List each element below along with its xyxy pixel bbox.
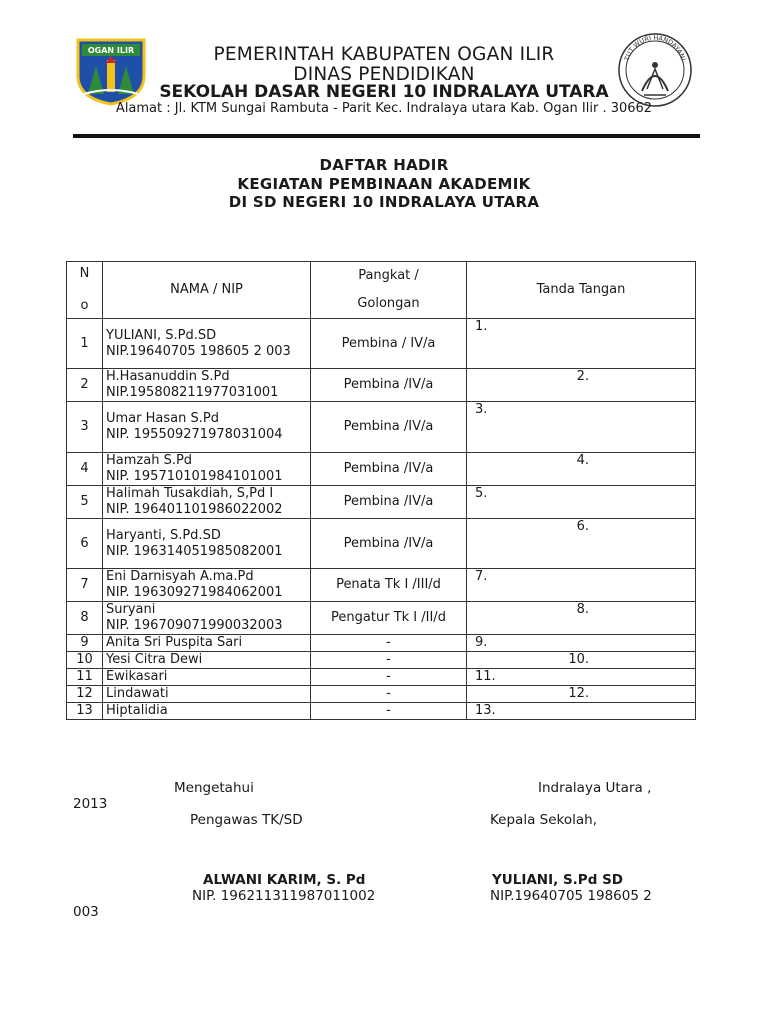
row-number: 4	[67, 453, 103, 486]
header-no-top: N	[79, 266, 90, 281]
row-rank: Pembina /IV/a	[311, 453, 467, 486]
row-rank: Pembina / IV/a	[311, 319, 467, 369]
row-rank: -	[311, 686, 467, 703]
row-number: 3	[67, 402, 103, 453]
row-signature: 1.	[467, 319, 696, 369]
row-rank: Penata Tk I /III/d	[311, 569, 467, 602]
row-nip: NIP.195808211977031001	[106, 385, 279, 400]
row-number: 13	[67, 703, 103, 720]
row-name: Hamzah S.Pd	[106, 453, 193, 468]
row-name-nip	[103, 569, 311, 602]
row-name-nip	[103, 486, 311, 519]
row-signature: 5.	[467, 486, 696, 519]
footer-principal-nip-continued: 003	[73, 904, 99, 920]
footer-principal-name: YULIANI, S.Pd SD	[492, 872, 623, 888]
footer-known-by: Mengetahui	[174, 780, 254, 796]
row-nip: NIP. 195710101984101001	[106, 469, 283, 484]
footer-supervisor-name: ALWANI KARIM, S. Pd	[203, 872, 366, 888]
row-nip: NIP.19640705 198605 2 003	[106, 343, 291, 359]
row-name: Eni Darnisyah A.ma.Pd	[106, 569, 254, 584]
row-signature: 12.	[467, 686, 696, 703]
row-name: Ewikasari	[106, 669, 168, 684]
row-name-nip	[103, 519, 311, 569]
row-rank: -	[311, 635, 467, 652]
row-signature: 9.	[467, 635, 696, 652]
row-signature: 8.	[467, 602, 696, 635]
row-rank: Pengatur Tk I /II/d	[311, 602, 467, 635]
row-number: 7	[67, 569, 103, 602]
row-name: Umar Hasan S.Pd	[106, 411, 219, 426]
row-signature: 3.	[467, 402, 696, 453]
letterhead-rule	[73, 134, 700, 138]
table-row	[67, 569, 696, 602]
row-signature: 2.	[467, 369, 696, 402]
row-name-nip	[103, 602, 311, 635]
row-name-nip	[103, 635, 311, 652]
row-number: 6	[67, 519, 103, 569]
logo-left-text: OGAN ILIR	[87, 46, 135, 55]
table-row	[67, 652, 696, 669]
header-no	[67, 262, 103, 319]
logo-right-text: TUT WURI HANDAYANI	[622, 33, 688, 62]
attendance-body	[67, 319, 696, 720]
header-rank-bottom: Golongan	[357, 296, 420, 311]
header-no-bottom: o	[80, 298, 89, 313]
table-row	[67, 453, 696, 486]
row-signature: 7.	[467, 569, 696, 602]
row-nip: NIP. 196401101986022002	[106, 502, 283, 517]
row-name-nip	[103, 319, 311, 369]
table-row	[67, 402, 696, 453]
row-rank: Pembina /IV/a	[311, 369, 467, 402]
row-name-nip	[103, 669, 311, 686]
table-row	[67, 635, 696, 652]
row-name: Haryanti, S.Pd.SD	[106, 527, 221, 543]
row-name-nip	[103, 703, 311, 720]
row-rank: -	[311, 652, 467, 669]
row-number: 9	[67, 635, 103, 652]
header-signature: Tanda Tangan	[467, 262, 696, 319]
row-rank: -	[311, 669, 467, 686]
row-rank: Pembina /IV/a	[311, 486, 467, 519]
footer-year: 2013	[73, 796, 108, 812]
row-signature: 4.	[467, 453, 696, 486]
table-row	[67, 319, 696, 369]
letterhead-line1: PEMERINTAH KABUPATEN OGAN ILIR	[213, 44, 555, 65]
row-rank: Pembina /IV/a	[311, 519, 467, 569]
row-name-nip	[103, 652, 311, 669]
row-number: 2	[67, 369, 103, 402]
row-number: 11	[67, 669, 103, 686]
table-row	[67, 369, 696, 402]
letterhead-address: Alamat : Jl. KTM Sungai Rambuta - Parit Kec. Indralaya utara Kab. Ogan Ilir . 30662	[115, 101, 653, 116]
document-location: DI SD NEGERI 10 INDRALAYA UTARA	[228, 193, 540, 211]
footer-supervisor-nip: NIP. 196211311987011002	[192, 888, 376, 904]
row-number: 5	[67, 486, 103, 519]
table-header-row	[67, 262, 696, 319]
header-rank-top: Pangkat /	[358, 268, 419, 283]
document-subtitle: KEGIATAN PEMBINAAN AKADEMIK	[237, 175, 531, 193]
letterhead-school-name: SEKOLAH DASAR NEGERI 10 INDRALAYA UTARA	[159, 82, 609, 102]
row-nip: NIP. 196314051985082001	[106, 543, 283, 559]
attendance-table	[66, 261, 696, 720]
row-name: Suryani	[106, 602, 156, 617]
letterhead-line2: DINAS PENDIDIKAN	[293, 64, 475, 85]
row-name: Hiptalidia	[106, 703, 168, 718]
table-row	[67, 669, 696, 686]
row-number: 1	[67, 319, 103, 369]
row-name: H.Hasanuddin S.Pd	[106, 369, 230, 384]
row-rank: -	[311, 703, 467, 720]
footer-principal-title: Kepala Sekolah,	[490, 812, 597, 828]
table-row	[67, 602, 696, 635]
row-number: 8	[67, 602, 103, 635]
row-number: 12	[67, 686, 103, 703]
table-row	[67, 519, 696, 569]
table-row	[67, 686, 696, 703]
table-row	[67, 486, 696, 519]
row-signature: 11.	[467, 669, 696, 686]
row-name-nip	[103, 369, 311, 402]
row-name: Anita Sri Puspita Sari	[106, 635, 243, 650]
row-number: 10	[67, 652, 103, 669]
row-name: Halimah Tusakdiah, S,Pd I	[106, 486, 274, 501]
row-nip: NIP. 196309271984062001	[106, 585, 283, 600]
row-name-nip	[103, 402, 311, 453]
row-name-nip	[103, 686, 311, 703]
row-signature: 13.	[467, 703, 696, 720]
row-signature: 6.	[467, 519, 696, 569]
row-nip: NIP. 195509271978031004	[106, 427, 283, 442]
header-rank	[311, 262, 467, 319]
row-signature: 10.	[467, 652, 696, 669]
row-name-nip	[103, 453, 311, 486]
row-rank: Pembina /IV/a	[311, 402, 467, 453]
header-name: NAMA / NIP	[103, 262, 311, 319]
row-nip: NIP. 196709071990032003	[106, 618, 283, 633]
table-row	[67, 703, 696, 720]
row-name: Lindawati	[106, 686, 169, 701]
document-title: DAFTAR HADIR	[319, 156, 449, 174]
row-name: Yesi Citra Dewi	[106, 652, 203, 667]
footer-place: Indralaya Utara ,	[538, 780, 652, 796]
footer-principal-nip: NIP.19640705 198605 2	[490, 888, 652, 904]
row-name: YULIANI, S.Pd.SD	[106, 327, 217, 343]
footer-supervisor-title: Pengawas TK/SD	[190, 812, 303, 828]
